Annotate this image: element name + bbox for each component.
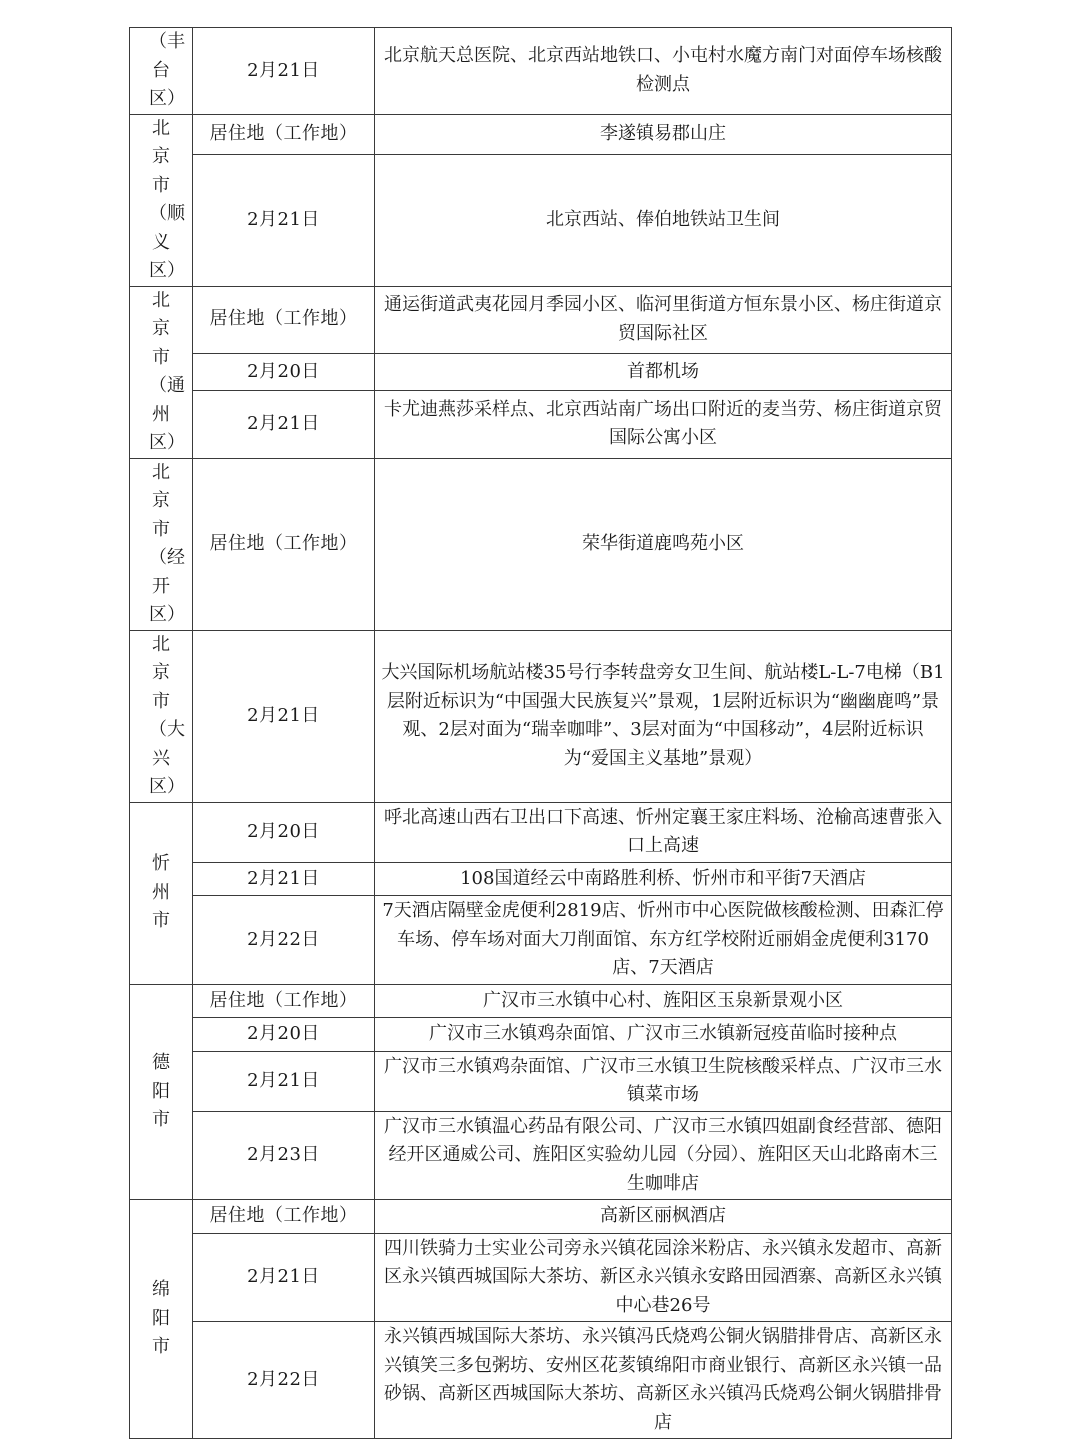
- table-row: [130, 802, 952, 862]
- table-row: [130, 630, 952, 802]
- date-cell: 2月20日: [193, 802, 375, 862]
- date-cell: 2月22日: [193, 896, 375, 985]
- date-cell: 居住地（工作地）: [193, 114, 375, 154]
- date-cell: 2月21日: [193, 862, 375, 896]
- date-cell: 2月21日: [193, 154, 375, 286]
- table-row: [130, 896, 952, 985]
- date-cell: 居住地（工作地）: [193, 1200, 375, 1234]
- place-cell: 广汉市三水镇鸡杂面馆、广汉市三水镇新冠疫苗临时接种点: [375, 1018, 952, 1052]
- date-cell: 居住地（工作地）: [193, 458, 375, 630]
- region-cell: 绵阳市: [130, 1200, 193, 1439]
- region-cell: 北京市（顺义区）: [130, 114, 193, 286]
- table-row: [130, 154, 952, 286]
- place-cell: 北京西站、俸伯地铁站卫生间: [375, 154, 952, 286]
- table-row: [130, 1018, 952, 1052]
- table-row: [130, 458, 952, 630]
- region-cell: 德阳市: [130, 984, 193, 1200]
- table-row: [130, 114, 952, 154]
- place-cell: 李遂镇易郡山庄: [375, 114, 952, 154]
- place-cell: 呼北高速山西右卫出口下高速、忻州定襄王家庄料场、沧榆高速曹张入口上高速: [375, 802, 952, 862]
- table-row: [130, 1233, 952, 1322]
- region-cell: 北京市（经开区）: [130, 458, 193, 630]
- place-cell: 通运街道武夷花园月季园小区、临河里街道方恒东景小区、杨庄街道京贸国际社区: [375, 286, 952, 353]
- place-cell: 四川铁骑力士实业公司旁永兴镇花园涂米粉店、永兴镇永发超市、高新区永兴镇西城国际大茶坊、新区永兴镇永安路田园酒寨、高新区永兴镇中心巷26号: [375, 1233, 952, 1322]
- exposure-locations-table: [129, 27, 952, 1439]
- date-cell: 居住地（工作地）: [193, 984, 375, 1018]
- region-cell: 北京市（通州区）: [130, 286, 193, 458]
- place-cell: 108国道经云中南路胜利桥、忻州市和平街7天酒店: [375, 862, 952, 896]
- date-cell: 2月22日: [193, 1322, 375, 1439]
- table-row: [130, 1200, 952, 1234]
- table-row: [130, 1111, 952, 1200]
- table-row: [130, 28, 952, 115]
- date-cell: 2月21日: [193, 28, 375, 115]
- place-cell: 广汉市三水镇鸡杂面馆、广汉市三水镇卫生院核酸采样点、广汉市三水镇菜市场: [375, 1051, 952, 1111]
- region-cell: 北京市（大兴区）: [130, 630, 193, 802]
- place-cell: 北京航天总医院、北京西站地铁口、小屯村水魔方南门对面停车场核酸检测点: [375, 28, 952, 115]
- place-cell: 广汉市三水镇中心村、旌阳区玉泉新景观小区: [375, 984, 952, 1018]
- table-row: [130, 286, 952, 353]
- date-cell: 2月21日: [193, 630, 375, 802]
- place-cell: 永兴镇西城国际大茶坊、永兴镇冯氏烧鸡公铜火锅腊排骨店、高新区永兴镇笑三多包粥坊、安州区花荄镇绵阳市商业银行、高新区永兴镇一品砂锅、高新区西城国际大茶坊、高新区永兴镇冯氏烧鸡公铜火锅腊排骨店: [375, 1322, 952, 1439]
- date-cell: 2月20日: [193, 1018, 375, 1052]
- date-cell: 2月21日: [193, 391, 375, 458]
- place-cell: 卡尤迪燕莎采样点、北京西站南广场出口附近的麦当劳、杨庄街道京贸国际公寓小区: [375, 391, 952, 458]
- date-cell: 居住地（工作地）: [193, 286, 375, 353]
- place-cell: 大兴国际机场航站楼35号行李转盘旁女卫生间、航站楼L-L-7电梯（B1层附近标识为“中国强大民族复兴”景观，1层附近标识为“幽幽鹿鸣”景观、2层对面为“瑞幸咖啡”、3层对面为“中国移动”，4层附近标识为“爱国主义基地”景观）: [375, 630, 952, 802]
- place-cell: 荣华街道鹿鸣苑小区: [375, 458, 952, 630]
- table-row: [130, 353, 952, 391]
- table-row: [130, 984, 952, 1018]
- table-row: [130, 862, 952, 896]
- place-cell: 高新区丽枫酒店: [375, 1200, 952, 1234]
- date-cell: 2月23日: [193, 1111, 375, 1200]
- date-cell: 2月20日: [193, 353, 375, 391]
- table-row: [130, 1051, 952, 1111]
- date-cell: 2月21日: [193, 1233, 375, 1322]
- region-cell: （丰台区）: [130, 28, 193, 115]
- region-cell: 忻州市: [130, 802, 193, 984]
- date-cell: 2月21日: [193, 1051, 375, 1111]
- place-cell: 7天酒店隔壁金虎便利2819店、忻州市中心医院做核酸检测、田森汇停车场、停车场对面大刀削面馆、东方红学校附近丽娟金虎便利3170店、7天酒店: [375, 896, 952, 985]
- table-row: [130, 391, 952, 458]
- place-cell: 广汉市三水镇温心药品有限公司、广汉市三水镇四姐副食经营部、德阳经开区通威公司、旌阳区实验幼儿园（分园）、旌阳区天山北路南木三生咖啡店: [375, 1111, 952, 1200]
- place-cell: 首都机场: [375, 353, 952, 391]
- table-row: [130, 1322, 952, 1439]
